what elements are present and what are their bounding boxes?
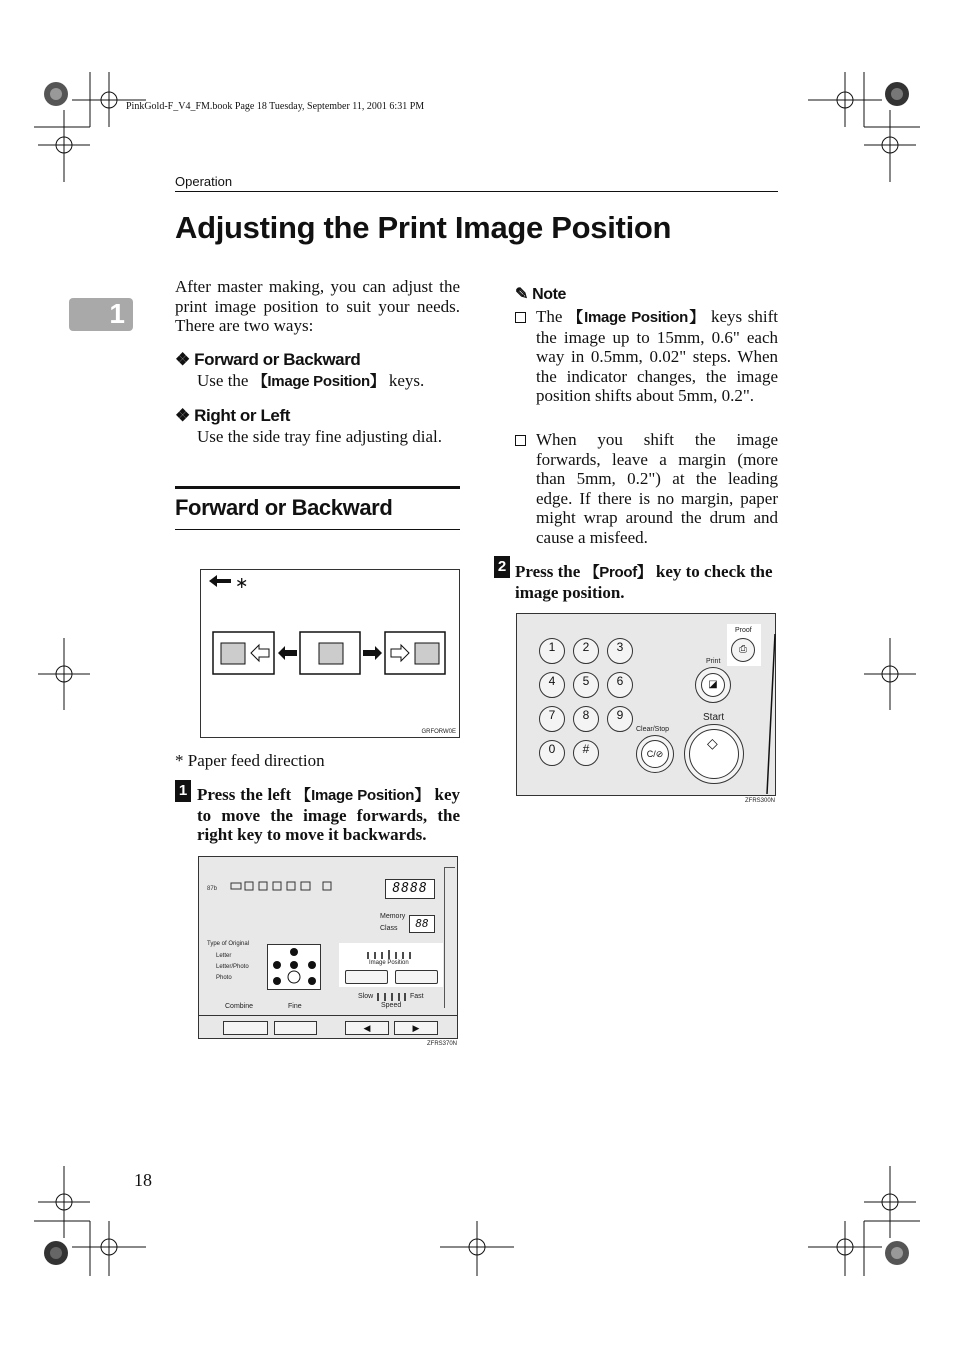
step1-pre: Press the left (197, 785, 296, 804)
step-number: 1 (175, 780, 191, 802)
speed-label: Speed (381, 1002, 402, 1009)
original-type-selector (267, 944, 321, 990)
clear-stop-icon: C/⊘ (641, 740, 669, 768)
original-letter-photo: Letter/Photo (216, 964, 249, 970)
clear-stop-key[interactable] (636, 735, 674, 773)
copy-counter-display: 8888 (385, 879, 435, 899)
image-position-area (339, 943, 443, 987)
checkbox-bullet-icon (515, 435, 526, 446)
book-info-line: PinkGold-F_V4_FM.book Page 18 Tuesday, September 11, 2001 6:31 PM (126, 101, 425, 112)
way-forward-backward (175, 350, 465, 392)
section-heading: Forward or Backward (175, 495, 393, 520)
note-item-post: keys shift the image up to 15mm, 0.6" each way in 0.5mm, 0.02" steps. When the indicator changes, the image position shifts about 5mm, 0.2". (536, 307, 778, 405)
fast-label: Fast (410, 993, 424, 1000)
checkbox-bullet-icon (515, 312, 526, 323)
step1-instruction (197, 785, 460, 845)
keypad-key-9[interactable]: 9 (607, 706, 633, 732)
image-position-label: Image Position (369, 960, 409, 966)
keypad-key-8[interactable]: 8 (573, 706, 599, 732)
note-heading-text: Note (532, 286, 567, 303)
print-label: Print (706, 658, 721, 665)
keypad-key-5[interactable]: 5 (573, 672, 599, 698)
image-position-indicator (365, 946, 415, 960)
running-header: Operation (175, 174, 233, 189)
step2-pre: Press the (515, 562, 585, 581)
step1-post: key to move the image forwards, the right key to move it backwards. (197, 785, 461, 844)
clear-stop-label: Clear/Stop (636, 726, 670, 733)
page-number: 18 (134, 1170, 152, 1190)
image-shift-illustration (201, 570, 459, 737)
chapter-number: 1 (109, 298, 125, 329)
start-key-face (689, 729, 739, 779)
intro-paragraph: After master making, you can adjust the print image position to suit your needs. There are two ways: (175, 277, 460, 335)
keypad-key-4[interactable]: 4 (539, 672, 565, 698)
page-title: Adjusting the Print Image Position (175, 210, 672, 245)
way-desc-post: keys. (384, 371, 425, 390)
fine-key[interactable] (274, 1021, 317, 1035)
keypad-key-6[interactable]: 6 (607, 672, 633, 698)
svg-text:87b: 87b (207, 886, 218, 892)
bottom-key-row (199, 1015, 457, 1040)
way-heading: Right or Left (194, 406, 291, 425)
memory-class-display: 88 (409, 915, 435, 933)
step-number: 2 (494, 556, 510, 578)
step2-post: key to check the image position. (515, 562, 773, 602)
print-key[interactable] (695, 667, 731, 703)
keypad-panel-figure (516, 613, 776, 796)
start-key[interactable] (684, 724, 744, 784)
keypad-key-2[interactable]: 2 (573, 638, 599, 664)
note-item (515, 430, 778, 547)
original-photo: Photo (216, 975, 232, 981)
original-letter: Letter (216, 953, 232, 959)
keypad-key-0[interactable]: 0 (539, 740, 565, 766)
keypad-key-hash[interactable]: # (573, 740, 599, 766)
way-heading: Forward or Backward (194, 350, 361, 369)
slow-label: Slow (358, 993, 374, 1000)
proof-key-area (727, 624, 761, 666)
start-icon: ◇ (707, 737, 718, 752)
image-position-right-key[interactable] (395, 970, 438, 984)
diamond-bullet-icon: ❖ (175, 406, 190, 425)
image-position-key-label: 【Image Position】 (568, 309, 706, 326)
section-rule-bottom (175, 529, 460, 530)
left-arrow-icon[interactable]: ◀ (345, 1021, 389, 1035)
type-of-original-label: Type of Original (207, 941, 250, 947)
svg-text:∗: ∗ (235, 575, 249, 592)
feed-direction-note: * Paper feed direction (175, 751, 325, 770)
step2-instruction (515, 562, 778, 602)
status-indicator-icons (207, 879, 339, 895)
class-label: Class (380, 925, 398, 932)
proof-key[interactable]: ⎙ (731, 638, 755, 662)
start-label: Start (703, 712, 725, 723)
combine-key[interactable] (223, 1021, 268, 1035)
way-desc: Use the side tray fine adjusting dial. (197, 427, 443, 446)
print-icon: ◪ (701, 673, 725, 697)
way-desc-pre: Use the (197, 371, 253, 390)
fine-label: Fine (288, 1003, 302, 1010)
paper-feed-diagram (200, 569, 460, 738)
proof-key-label: 【Proof】 (584, 564, 652, 581)
right-arrow-icon[interactable]: ▶ (394, 1021, 438, 1035)
panel-edge (444, 867, 455, 1008)
section-rule-top (175, 486, 460, 489)
combine-label: Combine (225, 1003, 254, 1010)
memory-label: Memory (380, 913, 406, 920)
figure-code: GRFORW0E (421, 729, 456, 735)
figure-code: ZFRS370N (427, 1041, 458, 1047)
image-position-left-key[interactable] (345, 970, 388, 984)
note-item-text: When you shift the image forwards, leave a margin (more than 5mm, 0.2") at the leading edge. If there is no margin, paper might wrap around the drum and cause a misfeed. (536, 430, 778, 547)
keypad-key-7[interactable]: 7 (539, 706, 565, 732)
note-heading (515, 284, 566, 304)
keypad-key-1[interactable]: 1 (539, 638, 565, 664)
pencil-icon: ✎ (515, 286, 529, 303)
proof-label: Proof (735, 627, 752, 634)
note-item-pre: The (536, 307, 569, 326)
figure-code: ZFRS300N (745, 798, 776, 804)
image-position-key-label: 【Image Position】 (295, 787, 430, 804)
keypad-key-3[interactable]: 3 (607, 638, 633, 664)
way-right-left (175, 406, 460, 447)
operation-panel-figure (198, 856, 458, 1039)
chapter-tab (69, 298, 133, 331)
note-item (515, 307, 778, 406)
image-position-key-label: 【Image Position】 (252, 373, 385, 390)
speed-indicator (375, 992, 407, 1002)
header-rule (175, 191, 778, 192)
panel-edge-line (763, 634, 777, 796)
diamond-bullet-icon: ❖ (175, 350, 190, 369)
